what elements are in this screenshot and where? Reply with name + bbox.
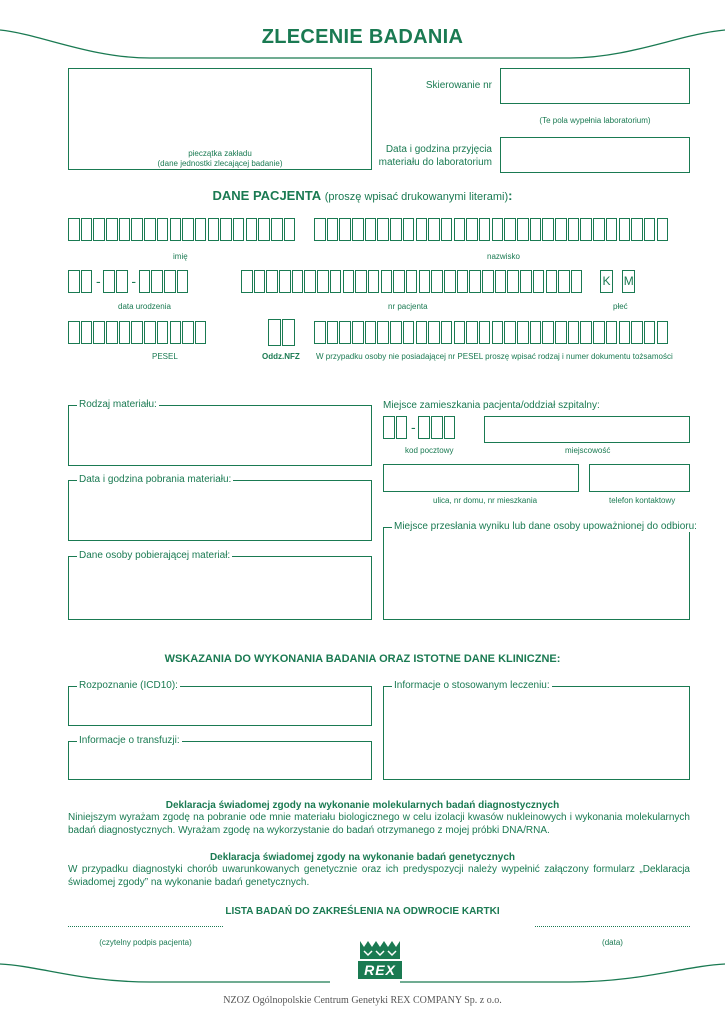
char-cell[interactable] bbox=[555, 321, 567, 344]
pesel-cells[interactable] bbox=[68, 321, 208, 344]
char-cell[interactable] bbox=[441, 321, 453, 344]
result-destination-field[interactable] bbox=[383, 521, 697, 620]
char-cell[interactable] bbox=[492, 218, 504, 241]
char-cell[interactable] bbox=[558, 270, 570, 293]
signature-label: (czytelny podpis pacjenta) bbox=[99, 938, 192, 947]
last-name-label: nazwisko bbox=[487, 252, 520, 261]
char-cell[interactable] bbox=[377, 218, 389, 241]
collector-label: Dane osoby pobierającej materiał: bbox=[79, 550, 231, 561]
char-cell[interactable] bbox=[495, 270, 507, 293]
nfz-cells[interactable] bbox=[268, 319, 296, 346]
char-cell[interactable] bbox=[119, 321, 131, 344]
char-cell[interactable] bbox=[530, 321, 542, 344]
char-cell[interactable] bbox=[266, 270, 278, 293]
consent1-heading: Deklaracja świadomej zgody na wykonanie molekularnych badań diagnostycznych bbox=[165, 800, 560, 811]
char-cell[interactable] bbox=[644, 321, 656, 344]
stamp-label: pieczątka zakładu bbox=[188, 149, 252, 158]
result-destination-label: Miejsce przesłania wyniku lub dane osoby upoważnionej do odbioru: bbox=[394, 521, 697, 532]
collection-datetime-label: Data i godzina pobrania materiału: bbox=[79, 474, 232, 485]
consent1-text-wrap bbox=[68, 811, 690, 837]
char-cell[interactable] bbox=[530, 218, 542, 241]
char-cell[interactable] bbox=[284, 218, 296, 241]
char-cell[interactable] bbox=[195, 218, 207, 241]
char-cell[interactable] bbox=[479, 218, 491, 241]
char-cell[interactable] bbox=[416, 321, 428, 344]
char-cell[interactable] bbox=[593, 218, 605, 241]
char-cell[interactable] bbox=[271, 218, 283, 241]
birth-date-label: data urodzenia bbox=[118, 302, 171, 311]
char-cell[interactable] bbox=[81, 218, 93, 241]
char-cell[interactable] bbox=[368, 270, 380, 293]
char-cell[interactable] bbox=[103, 270, 115, 293]
char-cell[interactable] bbox=[106, 321, 118, 344]
consent2-text: W przypadku diagnostyki chorób uwarunkowanych genetycznie oraz ich predyspozycji należy wypełnić załączony formularz „Deklaracja świadomej zgody” na wykonanie badań genetycznych. bbox=[68, 864, 690, 888]
char-cell[interactable] bbox=[580, 321, 592, 344]
char-cell[interactable] bbox=[182, 218, 194, 241]
char-cell[interactable] bbox=[157, 218, 169, 241]
char-cell[interactable] bbox=[116, 270, 128, 293]
diagnosis-field[interactable] bbox=[68, 680, 372, 726]
id-document-cells[interactable] bbox=[314, 321, 669, 344]
char-cell[interactable] bbox=[170, 321, 182, 344]
patient-number-label: nr pacjenta bbox=[388, 302, 428, 311]
street-field[interactable] bbox=[383, 464, 579, 492]
char-cell[interactable] bbox=[631, 218, 643, 241]
separator-dash: - bbox=[96, 273, 101, 289]
char-cell[interactable] bbox=[619, 321, 631, 344]
char-cell[interactable] bbox=[482, 270, 494, 293]
char-cell[interactable] bbox=[428, 218, 440, 241]
char-cell[interactable] bbox=[131, 218, 143, 241]
char-cell[interactable] bbox=[606, 218, 618, 241]
consent2-text-wrap bbox=[68, 863, 690, 889]
char-cell[interactable] bbox=[428, 321, 440, 344]
char-cell[interactable] bbox=[352, 218, 364, 241]
sex-option-m[interactable]: M bbox=[622, 270, 635, 293]
char-cell[interactable] bbox=[444, 270, 456, 293]
char-cell[interactable] bbox=[619, 218, 631, 241]
char-cell[interactable] bbox=[657, 321, 669, 344]
char-cell[interactable] bbox=[144, 321, 156, 344]
char-cell[interactable] bbox=[330, 270, 342, 293]
char-cell[interactable] bbox=[546, 270, 558, 293]
char-cell[interactable] bbox=[81, 321, 93, 344]
char-cell[interactable] bbox=[416, 218, 428, 241]
date-line[interactable] bbox=[535, 926, 690, 927]
char-cell[interactable] bbox=[246, 218, 258, 241]
birth-date-cells[interactable] bbox=[68, 270, 190, 293]
logo-text: REX bbox=[358, 961, 402, 979]
pesel-note: W przypadku osoby nie posiadającej nr PESEL proszę wpisać rodzaj i numer dokumentu tożsamości bbox=[316, 352, 673, 361]
pesel-label: PESEL bbox=[152, 352, 178, 361]
sex-label: płeć bbox=[613, 302, 628, 311]
char-cell[interactable] bbox=[444, 416, 456, 439]
char-cell[interactable] bbox=[258, 218, 270, 241]
char-cell[interactable] bbox=[403, 321, 415, 344]
nfz-label: Oddz.NFZ bbox=[262, 352, 300, 361]
char-cell[interactable] bbox=[317, 270, 329, 293]
char-cell[interactable] bbox=[106, 218, 118, 241]
treatment-label: Informacje o stosowanym leczeniu: bbox=[394, 680, 550, 691]
treatment-field[interactable] bbox=[383, 680, 690, 780]
char-cell[interactable] bbox=[352, 321, 364, 344]
char-cell[interactable] bbox=[381, 270, 393, 293]
char-cell[interactable] bbox=[517, 218, 529, 241]
char-cell[interactable] bbox=[396, 416, 408, 439]
receipt-field[interactable] bbox=[500, 137, 690, 173]
char-cell[interactable] bbox=[365, 218, 377, 241]
char-cell[interactable] bbox=[631, 321, 643, 344]
char-cell[interactable] bbox=[119, 218, 131, 241]
postal-code-label: kod pocztowy bbox=[405, 446, 454, 455]
char-cell[interactable] bbox=[555, 218, 567, 241]
stamp-box[interactable] bbox=[68, 68, 372, 170]
char-cell[interactable] bbox=[81, 270, 93, 293]
char-cell[interactable] bbox=[571, 270, 583, 293]
date-label: (data) bbox=[602, 938, 623, 947]
char-cell[interactable] bbox=[542, 321, 554, 344]
postal-code-cells[interactable] bbox=[383, 416, 456, 439]
char-cell[interactable] bbox=[282, 319, 295, 346]
char-cell[interactable] bbox=[343, 270, 355, 293]
char-cell[interactable] bbox=[139, 270, 151, 293]
char-cell[interactable] bbox=[504, 218, 516, 241]
char-cell[interactable] bbox=[279, 270, 291, 293]
diagnosis-label: Rozpoznanie (ICD10): bbox=[79, 680, 178, 691]
footer-text: NZOZ Ogólnopolskie Centrum Genetyki REX COMPANY Sp. z o.o. bbox=[223, 995, 502, 1006]
city-label: miejscowość bbox=[565, 446, 611, 455]
char-cell[interactable] bbox=[164, 270, 176, 293]
char-cell[interactable] bbox=[492, 321, 504, 344]
char-cell[interactable] bbox=[504, 321, 516, 344]
char-cell[interactable] bbox=[431, 270, 443, 293]
receipt-label: Data i godzina przyjęcia materiału do laboratorium bbox=[378, 144, 492, 168]
char-cell[interactable] bbox=[568, 218, 580, 241]
char-cell[interactable] bbox=[383, 416, 395, 439]
char-cell[interactable] bbox=[403, 218, 415, 241]
referral-label: Skierowanie nr bbox=[425, 80, 492, 91]
separator-dash: - bbox=[411, 419, 416, 435]
consent2-heading: Deklaracja świadomej zgody na wykonanie badań genetycznych bbox=[209, 852, 516, 863]
lab-note: (Te pola wypełnia laboratorium) bbox=[539, 116, 651, 125]
char-cell[interactable] bbox=[517, 321, 529, 344]
char-cell[interactable] bbox=[327, 321, 339, 344]
char-cell[interactable] bbox=[390, 321, 402, 344]
address-label: Miejsce zamieszkania pacjenta/oddział szpitalny: bbox=[383, 400, 600, 411]
consent1-text: Niniejszym wyrażam zgodę na pobranie ode mnie materiału biologicznego w celu izolacji kwasów nukleinowych i wykonania molekularnych badań diagnostycznych. Wyrażam zgodę na wykorzystanie do badań otrzymanego z mojej próbki DNA/RNA. bbox=[68, 812, 690, 836]
first-name-label: imię bbox=[173, 252, 188, 261]
sex-option-k[interactable]: K bbox=[600, 270, 613, 293]
char-cell[interactable] bbox=[268, 319, 281, 346]
char-cell[interactable] bbox=[419, 270, 431, 293]
char-cell[interactable] bbox=[593, 321, 605, 344]
char-cell[interactable] bbox=[533, 270, 545, 293]
char-cell[interactable] bbox=[220, 218, 232, 241]
char-cell[interactable] bbox=[520, 270, 532, 293]
char-cell[interactable] bbox=[314, 321, 326, 344]
char-cell[interactable] bbox=[507, 270, 519, 293]
street-label: ulica, nr domu, nr mieszkania bbox=[433, 496, 538, 505]
char-cell[interactable] bbox=[479, 321, 491, 344]
phone-field[interactable] bbox=[589, 464, 690, 492]
char-cell[interactable] bbox=[606, 321, 618, 344]
patient-number-cells[interactable] bbox=[241, 270, 584, 293]
collector-field[interactable] bbox=[68, 550, 372, 620]
char-cell[interactable] bbox=[208, 218, 220, 241]
signature-line[interactable] bbox=[68, 926, 223, 927]
page-title: ZLECENIE BADANIA bbox=[261, 26, 464, 48]
clinical-heading: WSKAZANIA DO WYKONANIA BADANIA ORAZ ISTOTNE DANE KLINICZNE: bbox=[164, 653, 561, 665]
transfusion-label: Informacje o transfuzji: bbox=[79, 735, 180, 746]
char-cell[interactable] bbox=[170, 218, 182, 241]
char-cell[interactable] bbox=[233, 218, 245, 241]
city-field[interactable] bbox=[484, 416, 690, 443]
char-cell[interactable] bbox=[568, 321, 580, 344]
char-cell[interactable] bbox=[390, 218, 402, 241]
char-cell[interactable] bbox=[657, 218, 669, 241]
char-cell[interactable] bbox=[457, 270, 469, 293]
char-cell[interactable] bbox=[177, 270, 189, 293]
char-cell[interactable] bbox=[157, 321, 169, 344]
char-cell[interactable] bbox=[93, 321, 105, 344]
char-cell[interactable] bbox=[182, 321, 194, 344]
char-cell[interactable] bbox=[406, 270, 418, 293]
char-cell[interactable] bbox=[68, 218, 80, 241]
char-cell[interactable] bbox=[365, 321, 377, 344]
char-cell[interactable] bbox=[580, 218, 592, 241]
char-cell[interactable] bbox=[542, 218, 554, 241]
char-cell[interactable] bbox=[93, 218, 105, 241]
char-cell[interactable] bbox=[339, 218, 351, 241]
last-name-cells[interactable] bbox=[314, 218, 669, 241]
collection-datetime-field[interactable] bbox=[68, 474, 372, 541]
separator-dash: - bbox=[131, 273, 137, 289]
tests-list-note: LISTA BADAŃ DO ZAKREŚLENIA NA ODWROCIE KARTKI bbox=[225, 906, 500, 917]
char-cell[interactable] bbox=[131, 321, 143, 344]
first-name-cells[interactable] bbox=[68, 218, 296, 241]
char-cell[interactable] bbox=[454, 321, 466, 344]
char-cell[interactable] bbox=[254, 270, 266, 293]
material-type-field[interactable] bbox=[68, 399, 372, 466]
char-cell[interactable] bbox=[68, 321, 80, 344]
char-cell[interactable] bbox=[393, 270, 405, 293]
char-cell[interactable] bbox=[314, 218, 326, 241]
rex-logo bbox=[356, 937, 404, 987]
char-cell[interactable] bbox=[144, 218, 156, 241]
char-cell[interactable] bbox=[418, 416, 430, 439]
transfusion-field[interactable] bbox=[68, 735, 372, 780]
patient-heading: DANE PACJENTA (proszę wpisać drukowanymi literami): bbox=[212, 188, 513, 203]
char-cell[interactable] bbox=[377, 321, 389, 344]
char-cell[interactable] bbox=[327, 218, 339, 241]
char-cell[interactable] bbox=[68, 270, 80, 293]
char-cell[interactable] bbox=[355, 270, 367, 293]
char-cell[interactable] bbox=[469, 270, 481, 293]
char-cell[interactable] bbox=[431, 416, 443, 439]
referral-field[interactable] bbox=[500, 68, 690, 104]
char-cell[interactable] bbox=[292, 270, 304, 293]
char-cell[interactable] bbox=[644, 218, 656, 241]
char-cell[interactable] bbox=[466, 218, 478, 241]
stamp-sublabel: (dane jednostki zlecającej badanie) bbox=[157, 159, 283, 168]
char-cell[interactable] bbox=[304, 270, 316, 293]
phone-label: telefon kontaktowy bbox=[609, 496, 676, 505]
material-type-label: Rodzaj materiału: bbox=[79, 399, 157, 410]
char-cell[interactable] bbox=[241, 270, 253, 293]
char-cell[interactable] bbox=[466, 321, 478, 344]
sex-selector[interactable] bbox=[600, 270, 636, 293]
char-cell[interactable] bbox=[151, 270, 163, 293]
char-cell[interactable] bbox=[454, 218, 466, 241]
char-cell[interactable] bbox=[195, 321, 207, 344]
char-cell[interactable] bbox=[441, 218, 453, 241]
char-cell[interactable] bbox=[339, 321, 351, 344]
